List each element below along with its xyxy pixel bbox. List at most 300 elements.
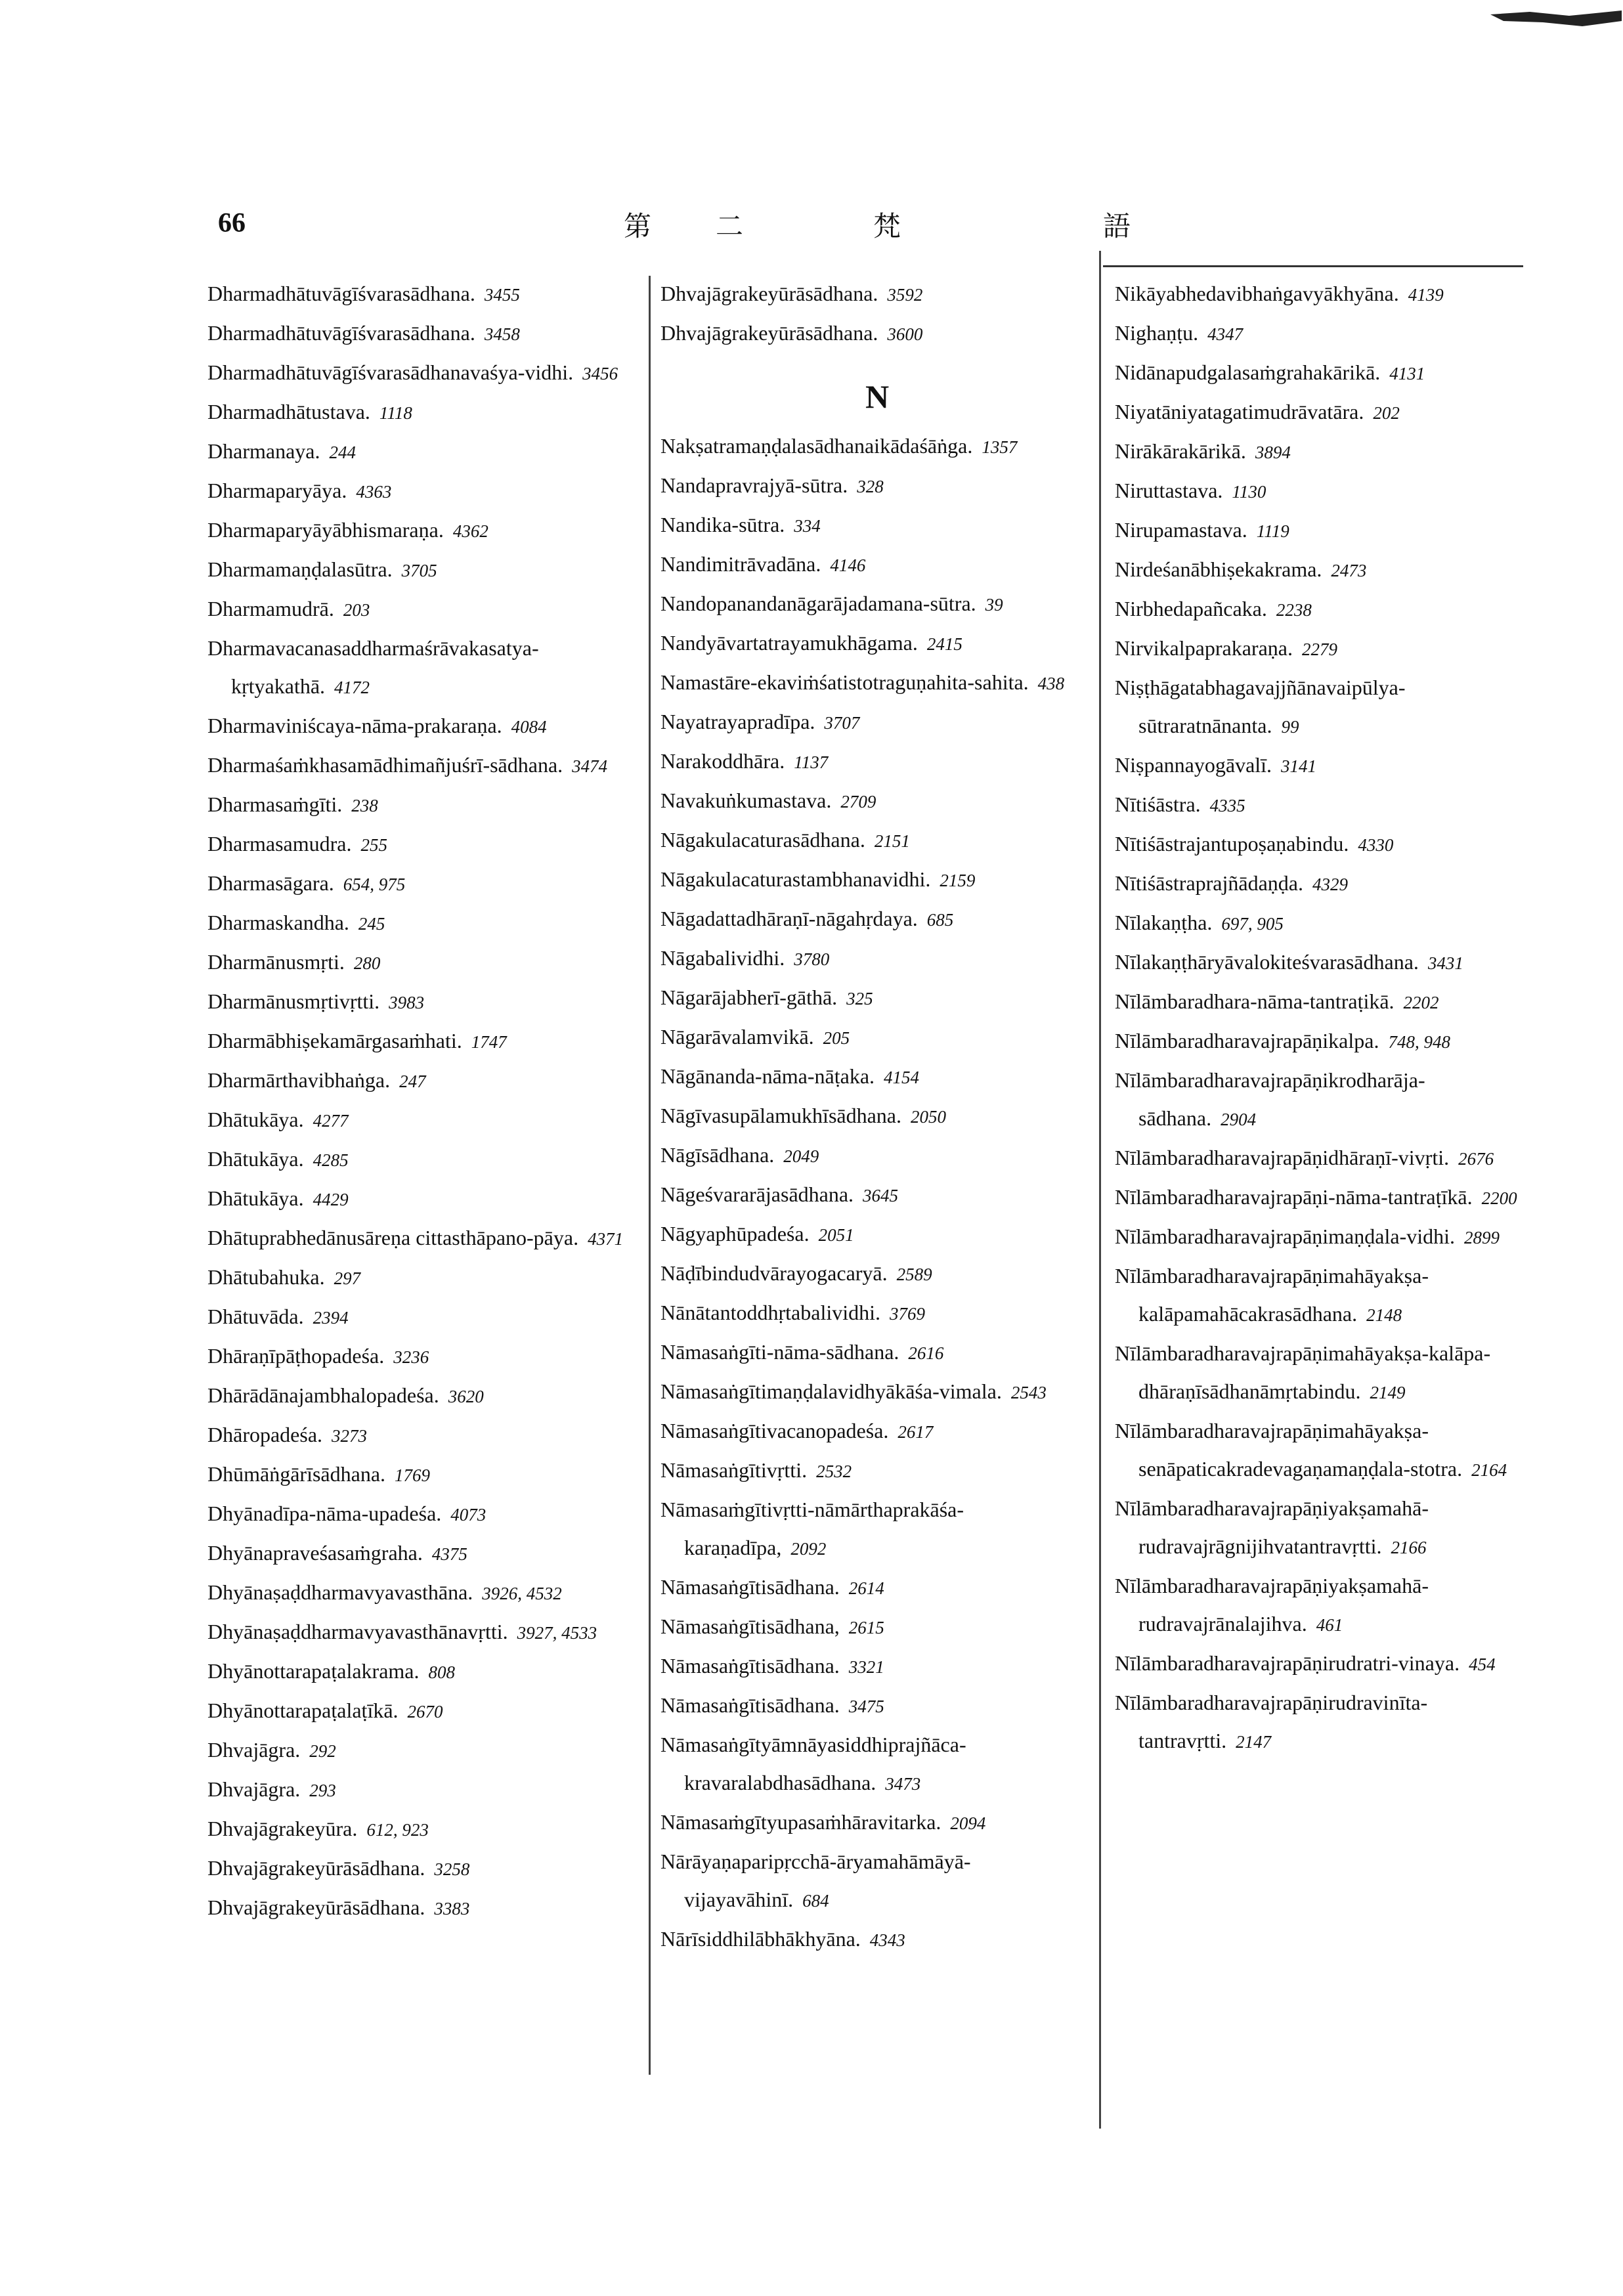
index-entry	[660, 1215, 1094, 1254]
entry-title: Nāmasaṅgīti-nāma-sādhana.	[660, 1340, 899, 1364]
index-entry	[1115, 550, 1535, 590]
index-entry	[1115, 1334, 1535, 1412]
index-entry	[1115, 903, 1535, 943]
entry-number: 3383	[434, 1899, 470, 1918]
index-entry	[207, 706, 641, 746]
entry-title: Nānātantoddhṛtabalividhi.	[660, 1301, 881, 1324]
entry-title: Nāgānanda-nāma-nāṭaka.	[660, 1064, 875, 1088]
entry-number: 4347	[1207, 324, 1244, 344]
index-entry	[660, 1607, 1094, 1647]
entry-number: 2614	[848, 1578, 884, 1598]
entry-number: 2151	[874, 831, 910, 851]
entry-number: 2164	[1471, 1460, 1507, 1480]
entry-title: Nayatrayapradīpa.	[660, 710, 815, 733]
entry-title: Nāgīvasupālamukhīsādhana.	[660, 1104, 901, 1127]
index-entry	[1115, 629, 1535, 668]
entry-title: Navakuṅkumastava.	[660, 789, 832, 812]
entry-title: Narakoddhāra.	[660, 749, 785, 773]
index-entry	[207, 1219, 641, 1258]
entry-title: Dharmaśaṁkhasamādhimañjuśrī-sādhana.	[207, 753, 563, 777]
entry-title: Dhyānottarapaṭalaṭīkā.	[207, 1699, 399, 1722]
index-entry	[207, 746, 641, 785]
entry-title: Dhātukāya.	[207, 1108, 304, 1131]
entry-title: Dhāraṇīpāṭhopadeśa.	[207, 1344, 385, 1368]
entry-number: 2147	[1236, 1732, 1272, 1752]
index-entry	[207, 1258, 641, 1297]
entry-number: 1118	[379, 403, 412, 423]
entry-number: 748, 948	[1388, 1032, 1450, 1052]
entry-title: Dharmānusmṛti.	[207, 950, 345, 974]
entry-number: 3273	[332, 1426, 368, 1446]
entry-number: 334	[794, 516, 821, 536]
entry-title: Niṣṭhāgatabhagavajjñānavaipūlya-sūtraratnānanta.	[1115, 676, 1406, 737]
index-entry	[660, 703, 1094, 742]
entry-title: Nīlāmbaradharavajrapāṇirudratri-vinaya.	[1115, 1651, 1460, 1675]
entry-number: 1747	[471, 1032, 507, 1052]
entry-number: 4363	[356, 482, 392, 502]
entry-title: Dhyānaṣaḍdharmavyavasthāna.	[207, 1580, 473, 1604]
entry-number: 3474	[572, 756, 608, 776]
header-rule	[1103, 265, 1523, 267]
index-entry	[660, 1568, 1094, 1607]
entry-title: Nīlāmbaradharavajrapāṇiyakṣamahā-rudravajrānalajihva.	[1115, 1574, 1429, 1635]
entry-number: 2049	[783, 1146, 819, 1166]
index-entry	[207, 1100, 641, 1140]
entry-number: 1357	[982, 437, 1018, 457]
entry-title: Niṣpannayogāvalī.	[1115, 753, 1272, 777]
index-entry	[1115, 864, 1535, 903]
entry-title: Dharmadhātuvāgīśvarasādhana.	[207, 282, 475, 305]
entry-number: 4285	[313, 1150, 349, 1170]
index-entry	[207, 1494, 641, 1534]
index-entry	[207, 1613, 641, 1652]
entry-number: 3645	[863, 1186, 899, 1205]
entry-title: Nirupamastava.	[1115, 518, 1247, 542]
index-entry	[1115, 1022, 1535, 1061]
entry-title: Namastāre-ekaviṁśatistotraguṇahita-sahita.	[660, 670, 1029, 694]
index-entry	[207, 1691, 641, 1731]
entry-title: Nāgyaphūpadeśa.	[660, 1222, 810, 1245]
entry-title: Nāgeśvararājasādhana.	[660, 1182, 854, 1206]
entry-title: Dharmadhātuvāgīśvarasādhanavaśya-vidhi.	[207, 360, 574, 384]
entry-title: Nāmasaṁgītivṛtti-nāmārthaprakāśa-karaṇadīpa,	[660, 1498, 964, 1559]
entry-number: 245	[358, 914, 385, 934]
index-entry	[660, 1096, 1094, 1136]
entry-number: 4073	[450, 1505, 487, 1525]
index-entry	[207, 550, 641, 590]
entry-title: Nāgarāvalamvikā.	[660, 1025, 814, 1049]
entry-title: Nīlāmbaradharavajrapāṇiyakṣamahā-rudravajrāgnijihvatantravṛtti.	[1115, 1496, 1429, 1558]
index-entry	[660, 663, 1094, 703]
entry-title: Nāmasaṅgītisādhana.	[660, 1693, 840, 1717]
entry-number: 4375	[431, 1544, 467, 1564]
entry-title: Dhātuprabhedānusāreṇa cittasthāpano-pāya.	[207, 1226, 579, 1249]
entry-number: 3592	[887, 285, 923, 305]
index-entry	[207, 432, 641, 471]
index-entry	[660, 1686, 1094, 1725]
entry-title: Dhyānapraveśasaṁgraha.	[207, 1541, 423, 1565]
entry-number: 202	[1373, 403, 1400, 423]
index-entry	[660, 1333, 1094, 1372]
index-entry	[207, 903, 641, 943]
entry-number: 2415	[926, 634, 963, 654]
entry-title: Nāmasaṁgītyupasaṁhāravitarka.	[660, 1810, 941, 1834]
index-entry	[207, 1140, 641, 1179]
entry-title: Nīlakaṇṭha.	[1115, 911, 1213, 934]
index-entry	[660, 1057, 1094, 1096]
index-entry	[1115, 353, 1535, 393]
entry-title: Nāgakulacaturasādhana.	[660, 828, 865, 852]
index-entry	[207, 864, 641, 903]
index-entry	[660, 1647, 1094, 1686]
index-entry	[660, 1451, 1094, 1490]
index-entry	[1115, 1061, 1535, 1138]
index-entry	[207, 1376, 641, 1416]
entry-number: 244	[329, 443, 356, 462]
entry-title: Nandika-sūtra.	[660, 513, 785, 536]
entry-number: 2394	[313, 1308, 349, 1328]
entry-number: 684	[802, 1891, 829, 1911]
header-title-char: 語	[1103, 210, 1131, 242]
index-entry	[660, 274, 1094, 314]
index-entry	[207, 1888, 641, 1928]
index-entry	[1115, 1217, 1535, 1257]
index-entry	[1115, 746, 1535, 785]
entry-number: 2050	[911, 1107, 946, 1127]
entry-number: 293	[309, 1781, 336, 1800]
entry-title: Nīlāmbaradharavajrapāṇirudravinīta-tantravṛtti.	[1115, 1691, 1428, 1752]
entry-number: 2615	[848, 1618, 884, 1637]
index-entry	[207, 785, 641, 825]
entry-title: Nighaṇṭu.	[1115, 321, 1199, 345]
entry-title: Nīlāmbaradharavajrapāṇimahāyakṣa-kalāpamahācakrasādhana.	[1115, 1264, 1429, 1326]
entry-number: 255	[360, 835, 387, 855]
index-entry	[1115, 274, 1535, 314]
entry-number: 1769	[395, 1465, 431, 1485]
index-entry	[207, 1337, 641, 1376]
entry-title: Nīlāmbaradharavajrapāṇi-nāma-tantraṭīkā.	[1115, 1185, 1473, 1209]
index-entry	[207, 1416, 641, 1455]
index-entry	[207, 393, 641, 432]
index-entry	[1115, 393, 1535, 432]
entry-number: 4429	[313, 1190, 349, 1209]
index-entry	[660, 821, 1094, 860]
index-entry	[660, 1372, 1094, 1412]
entry-number: 2543	[1010, 1383, 1047, 1402]
entry-title: Dharmamaṇḍalasūtra.	[207, 557, 393, 581]
entry-number: 454	[1469, 1655, 1496, 1674]
entry-number: 325	[846, 989, 873, 1008]
entry-title: Dhvajāgrakeyūrāsādhana.	[660, 321, 878, 345]
index-entry	[660, 1175, 1094, 1215]
entry-title: Nīlāmbaradharavajrapāṇikalpa.	[1115, 1029, 1379, 1052]
index-entry	[207, 629, 641, 706]
entry-title: Dharmavacanasaddharmaśrāvakasatya-kṛtyakathā.	[207, 636, 539, 698]
index-entry	[1115, 1567, 1535, 1644]
index-entry	[660, 506, 1094, 545]
entry-number: 1119	[1256, 521, 1289, 541]
entry-title: Dhātuvāda.	[207, 1305, 304, 1328]
entry-number: 3431	[1427, 953, 1463, 973]
entry-number: 4139	[1408, 285, 1444, 305]
entry-title: Nirdeśanābhiṣekakrama.	[1115, 557, 1322, 581]
entry-title: Dharmānusmṛtivṛtti.	[207, 989, 380, 1013]
entry-number: 203	[343, 600, 370, 620]
entry-number: 4277	[313, 1111, 349, 1131]
entry-number: 2148	[1366, 1305, 1402, 1325]
entry-number: 3780	[794, 949, 830, 969]
entry-title: Nandimitrāvadāna.	[660, 552, 821, 576]
index-entry	[207, 1731, 641, 1770]
entry-number: 2899	[1463, 1228, 1500, 1247]
entry-title: Nāmasaṅgītivṛtti.	[660, 1458, 808, 1482]
index-entry	[660, 1725, 1094, 1803]
entry-number: 238	[351, 796, 378, 815]
entry-number: 4172	[334, 678, 370, 697]
entry-title: Dharmadhātustava.	[207, 400, 370, 423]
entry-title: Nāgadattadhāraṇī-nāgahṛdaya.	[660, 907, 918, 930]
header-title-char: 梵	[873, 210, 901, 242]
entry-number: 3983	[389, 993, 425, 1012]
entry-number: 2904	[1221, 1110, 1257, 1129]
index-entry	[207, 943, 641, 982]
entry-number: 2092	[790, 1539, 827, 1559]
index-entry	[1115, 432, 1535, 471]
entry-title: Nārāyaṇaparipṛcchā-āryamahāmāyā-vijayavāhinī.	[660, 1850, 971, 1911]
index-entry	[660, 1803, 1094, 1842]
index-entry	[207, 1061, 641, 1100]
index-entry	[1115, 1138, 1535, 1178]
entry-number: 461	[1316, 1615, 1343, 1635]
entry-title: Nidānapudgalasaṁgrahakārikā.	[1115, 360, 1381, 384]
entry-number: 328	[857, 477, 884, 496]
index-entry	[207, 982, 641, 1022]
index-entry	[207, 1455, 641, 1494]
entry-title: Nāgakulacaturastambhanavidhi.	[660, 867, 931, 891]
entry-number: 2532	[816, 1462, 852, 1481]
index-entry	[1115, 1489, 1535, 1567]
entry-title: Dhārādānajambhalopadeśa.	[207, 1383, 439, 1407]
entry-number: 4343	[869, 1930, 905, 1950]
entry-title: Dhyānottarapaṭalakrama.	[207, 1659, 420, 1683]
index-column-1	[207, 274, 641, 2165]
entry-number: 292	[309, 1741, 336, 1761]
index-entry	[660, 1412, 1094, 1451]
entry-number: 612, 923	[366, 1820, 429, 1840]
index-entry	[660, 978, 1094, 1018]
entry-title: Dhvajāgrakeyūrāsādhana.	[207, 1895, 425, 1919]
index-entry	[207, 1652, 641, 1691]
entry-title: Dharmasaṁgīti.	[207, 792, 343, 816]
entry-number: 2202	[1403, 993, 1439, 1012]
entry-title: Nandapravrajyā-sūtra.	[660, 473, 848, 497]
entry-title: Nīlāmbaradharavajrapāṇimahāyakṣa-senāpaticakradevagaṇamaṇḍala-stotra.	[1115, 1419, 1463, 1481]
index-entry	[1115, 785, 1535, 825]
entry-number: 2473	[1331, 561, 1367, 580]
entry-title: Nakṣatramaṇḍalasādhanaikādaśāṅga.	[660, 434, 973, 458]
index-entry	[1115, 982, 1535, 1022]
entry-number: 39	[985, 595, 1003, 615]
index-entry	[1115, 1412, 1535, 1489]
entry-number: 2279	[1301, 639, 1337, 659]
header-title-char: 二	[716, 210, 744, 242]
index-entry	[660, 624, 1094, 663]
entry-number: 2200	[1481, 1188, 1517, 1208]
entry-number: 1130	[1232, 482, 1266, 502]
index-entry	[1115, 825, 1535, 864]
entry-title: Dhūmāṅgārīsādhana.	[207, 1462, 386, 1486]
entry-title: Dhvajāgrakeyūra.	[207, 1817, 358, 1840]
index-entry	[207, 590, 641, 629]
entry-title: Nāmasaṅgītyāmnāyasiddhiprajñāca-kravaralabdhasādhana.	[660, 1733, 966, 1794]
entry-number: 2676	[1458, 1149, 1494, 1169]
index-entry	[207, 353, 641, 393]
entry-title: Nirākārakārikā.	[1115, 439, 1246, 463]
entry-title: Dhātubahuka.	[207, 1265, 325, 1289]
index-entry	[660, 1254, 1094, 1293]
entry-number: 3141	[1281, 756, 1317, 776]
entry-number: 2051	[818, 1225, 854, 1245]
header-title-char: 第	[624, 210, 652, 242]
entry-title: Nāmasaṅgītisādhana,	[660, 1614, 840, 1638]
column-divider	[1099, 251, 1101, 2129]
entry-number: 4154	[884, 1068, 920, 1087]
entry-number: 280	[353, 953, 381, 973]
entry-number: 4371	[588, 1229, 624, 1249]
entry-title: Dhātukāya.	[207, 1186, 304, 1210]
index-column-2	[660, 274, 1094, 2165]
entry-number: 2166	[1391, 1538, 1427, 1557]
entry-title: Nirbhedapañcaka.	[1115, 597, 1267, 620]
entry-title: Nītiśāstraprajñādaṇḍa.	[1115, 871, 1303, 895]
index-entry	[1115, 590, 1535, 629]
index-entry	[660, 1018, 1094, 1057]
index-entry	[207, 511, 641, 550]
entry-title: Dhyānadīpa-nāma-upadeśa.	[207, 1502, 442, 1525]
entry-title: Nāmasaṅgītivacanopadeśa.	[660, 1419, 889, 1442]
entry-title: Nīlāmbaradharavajrapāṇimahāyakṣa-kalāpa-dhāraṇīsādhanāmṛtabindu.	[1115, 1341, 1491, 1403]
index-entry	[207, 274, 641, 314]
entry-title: Nikāyabhedavibhaṅgavyākhyāna.	[1115, 282, 1399, 305]
entry-title: Dhvajāgrakeyūrāsādhana.	[660, 282, 878, 305]
entry-number: 4146	[830, 555, 866, 575]
entry-number: 2616	[908, 1343, 944, 1363]
entry-title: Nītiśāstrajantupoṣaṇabindu.	[1115, 832, 1349, 856]
index-entry	[207, 1179, 641, 1219]
entry-title: Nīlāmbaradharavajrapāṇikrodharāja-sādhana.	[1115, 1068, 1425, 1130]
index-entry	[1115, 943, 1535, 982]
section-letter: N	[865, 378, 890, 415]
scan-artifact-mark	[1490, 7, 1622, 33]
entry-number: 247	[399, 1072, 426, 1091]
entry-number: 2709	[840, 792, 876, 812]
entry-title: Dhvajāgra.	[207, 1738, 301, 1762]
index-entry	[207, 1297, 641, 1337]
entry-title: Dhāropadeśa.	[207, 1423, 323, 1446]
entry-number: 3455	[484, 285, 520, 305]
entry-title: Nīlakaṇṭhāryāvalokiteśvarasādhana.	[1115, 950, 1419, 974]
entry-title: Nāmasaṅgītisādhana.	[660, 1654, 840, 1678]
entry-title: Dharmaskandha.	[207, 911, 349, 934]
index-entry	[660, 466, 1094, 506]
entry-number: 2670	[407, 1702, 443, 1722]
index-entry	[660, 860, 1094, 899]
entry-title: Nītiśāstra.	[1115, 792, 1201, 816]
entry-title: Dharmaparyāyābhismaraṇa.	[207, 518, 444, 542]
entry-number: 2159	[940, 871, 976, 890]
index-entry	[660, 545, 1094, 584]
entry-number: 3894	[1255, 443, 1291, 462]
entry-number: 3705	[401, 561, 437, 580]
entry-title: Niruttastava.	[1115, 479, 1223, 502]
entry-title: Dhvajāgra.	[207, 1777, 301, 1801]
index-entry	[660, 584, 1094, 624]
index-entry	[660, 1293, 1094, 1333]
column-divider	[649, 276, 651, 2075]
entry-number: 4084	[511, 717, 547, 737]
index-entry	[207, 1022, 641, 1061]
index-entry	[1115, 471, 1535, 511]
entry-number: 4329	[1312, 875, 1348, 894]
entry-number: 4335	[1209, 796, 1245, 815]
entry-number: 3707	[824, 713, 860, 733]
index-entry	[207, 471, 641, 511]
entry-number: 3769	[890, 1304, 926, 1324]
entry-title: Nīlāmbaradhara-nāma-tantraṭikā.	[1115, 989, 1395, 1013]
entry-number: 2617	[898, 1422, 934, 1442]
index-entry	[660, 742, 1094, 781]
entry-number: 4362	[452, 521, 488, 541]
index-entry	[207, 1849, 641, 1888]
entry-title: Nirvikalpaprakaraṇa.	[1115, 636, 1293, 660]
entry-title: Dharmaparyāya.	[207, 479, 347, 502]
entry-number: 3927, 4533	[517, 1623, 597, 1643]
entry-title: Nāgabalividhi.	[660, 946, 785, 970]
entry-number: 654, 975	[343, 875, 406, 894]
index-column-3	[1115, 274, 1535, 2165]
entry-number: 3321	[848, 1657, 884, 1677]
entry-title: Dharmābhiṣekamārgasaṁhati.	[207, 1029, 462, 1052]
entry-number: 297	[334, 1268, 361, 1288]
entry-number: 4131	[1389, 364, 1425, 383]
entry-number: 3258	[434, 1859, 470, 1879]
entry-title: Dharmasamudra.	[207, 832, 352, 856]
entry-title: Nīlāmbaradharavajrapāṇidhāraṇī-vivṛti.	[1115, 1146, 1450, 1169]
index-entry	[660, 314, 1094, 353]
entry-title: Dharmadhātuvāgīśvarasādhana.	[207, 321, 475, 345]
index-entry	[660, 1490, 1094, 1568]
index-entry	[660, 1136, 1094, 1175]
entry-title: Dharmaviniścaya-nāma-prakaraṇa.	[207, 714, 502, 737]
entry-number: 1137	[794, 752, 829, 772]
index-entry	[207, 1534, 641, 1573]
index-entry	[207, 314, 641, 353]
entry-number: 4330	[1358, 835, 1394, 855]
index-entry	[660, 939, 1094, 978]
index-entry	[660, 1920, 1094, 1959]
entry-title: Nāmasaṅgītisādhana.	[660, 1575, 840, 1599]
entry-number: 808	[428, 1662, 455, 1682]
index-entry	[1115, 1644, 1535, 1683]
entry-number: 3620	[448, 1387, 484, 1406]
index-entry	[660, 427, 1094, 466]
entry-number: 205	[823, 1028, 850, 1048]
entry-number: 3456	[582, 364, 618, 383]
entry-number: 3475	[848, 1697, 884, 1716]
entry-title: Nāḍībindudvārayogacaryā.	[660, 1261, 888, 1285]
index-entry	[1115, 511, 1535, 550]
entry-title: Dhvajāgrakeyūrāsādhana.	[207, 1856, 425, 1880]
